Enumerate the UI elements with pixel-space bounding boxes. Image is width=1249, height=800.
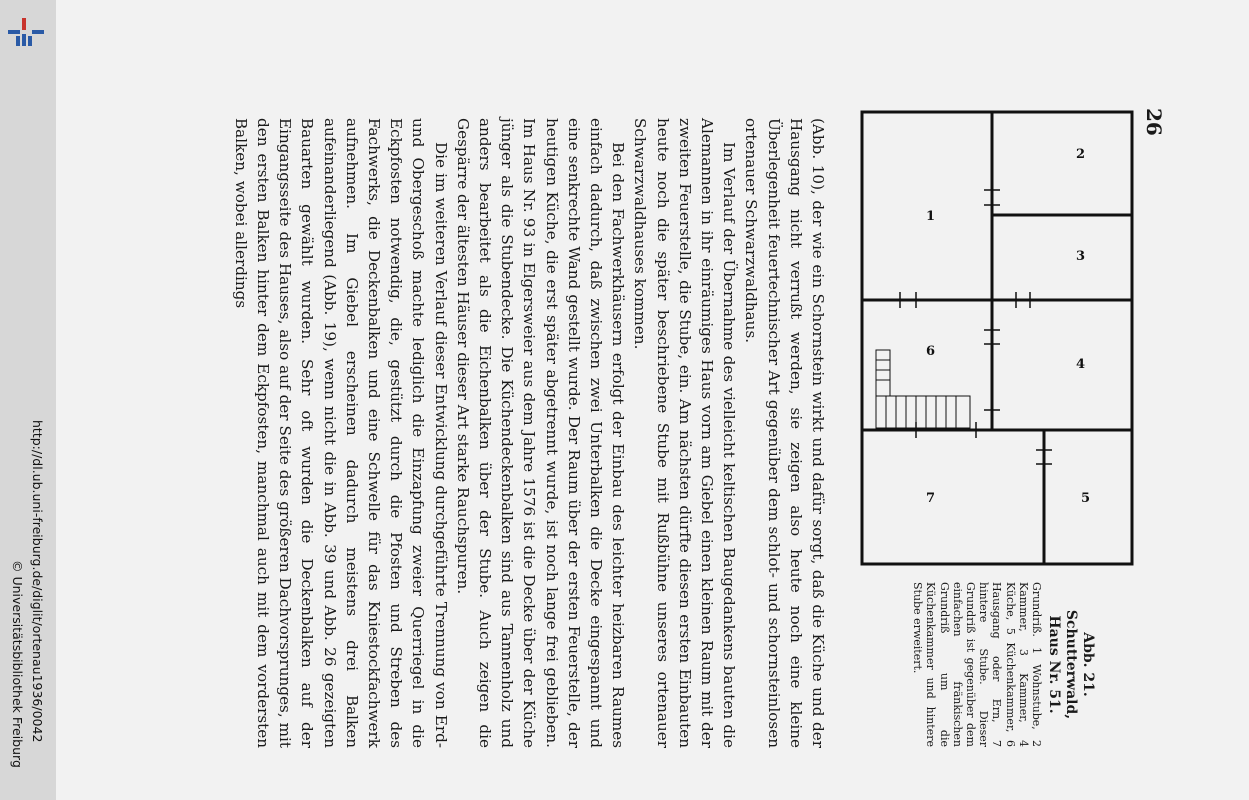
caption-text: Grundriß. 1 Wohnstube, 2 Kammer, 3 Kammer, 4 Küche, 5 Küchenkammer, 6 Hausgang oder Ern, 7 hintere Stube. Dieser Grundriß ist gegenüber dem einfachen fränkischen Grundriß um die Küchenkammer und hintere Stube erweitert. bbox=[911, 582, 1043, 747]
paragraph: Im Verlauf der Übernahme des vielleicht keltischen Baugedankens bauten die Alemannen in ihr einräumiges Haus vorn am Giebel einen kleinen Raum mit der zweiten Feuerstelle, die Stube, ein. Am nächsten dürfte diesen ersten Einbauten heute noch die später beschriebene Stube mit Rußbühne unseres ortenauer Schwarzwaldhauses kommen. bbox=[631, 118, 739, 748]
body-text bbox=[230, 118, 829, 748]
caption-title-line: Abb. 21. bbox=[1080, 632, 1096, 697]
plan-label-room-4: 4 bbox=[1076, 357, 1086, 372]
copyright-notice: © Universitätsbibliothek Freiburg bbox=[10, 560, 25, 768]
page-number: 26 bbox=[1142, 108, 1166, 136]
paragraph: Bei den Fachwerkhäusern erfolgt der Einbau des leichter heizbaren Raumes einfach dadurch, daß zwischen zwei Unterbalken die Decke eingespannt und eine senkrechte Wand gestellt wurde. Der Raum über der ersten Feuerstelle, der heutigen Küche, die erst später abgetrennt wurde, ist noch lange frei geblieben. Im Haus Nr. 93 in Elgersweier aus dem Jahre 1576 ist die Decke über der Küche jünger als die Stubendecke. Die Küchendeckenbalken sind aus Tannenholz und anders bearbeitet als die Eichenbalken über der Stube. Auch zeigen die Gespärre der ältesten Häuser dieser Art starke Rauchspuren. bbox=[453, 118, 628, 748]
university-library-logo bbox=[6, 14, 46, 50]
paragraph: (Abb. 10), der wie ein Schornstein wirkt und dafür sorgt, daß die Küche und der Hausgang nicht verrußt werden, sie zeigen also heute noch eine kleine Überlegenheit feuertechnischer Art gegenüber dem schlot- und schornsteinlosen ortenauer Schwarzwaldhaus. bbox=[742, 118, 827, 748]
sidebar bbox=[0, 0, 56, 800]
plan-label-room-1: 1 bbox=[926, 209, 936, 224]
floor-plan-figure bbox=[856, 110, 1138, 570]
paragraph: Die im weiteren Verlauf dieser Entwicklung durchgeführte Trennung von Erd- und Obergeschoß machte lediglich die Einzapfung zweier Querriegel in die Eckpfosten notwendig, die, gestützt durch die Pfosten und Streben des Fachwerks, die Deckenbalken und eine Schwelle für das Kniestockfachwerk aufnehmen. Im Giebel erscheinen dadurch meistens drei Balken aufeinanderliegend (Abb. 19), wenn nicht die in Abb. 39 und Abb. 26 gezeigten Bauarten gewählt wurden. Sehr oft wurden die Deckenbalken auf der Eingangsseite des Hauses, also auf der Seite des größeren Dachvorsprunges, mit den ersten Balken hinter dem Eckpfosten, manchmal auch mit dem vordersten Balken, wobei allerdings bbox=[231, 118, 450, 748]
figure-caption bbox=[911, 582, 1096, 747]
plan-label-room-3: 3 bbox=[1076, 249, 1086, 264]
document-url[interactable]: http://dl.ub.uni-freiburg.de/diglit/ortenau1936/0042 bbox=[30, 420, 45, 743]
scanned-page bbox=[56, 0, 1249, 800]
caption-title-line: Schutterwald, bbox=[1063, 609, 1079, 720]
plan-label-room-6: 6 bbox=[926, 344, 936, 359]
plan-label-room-5: 5 bbox=[1081, 491, 1091, 506]
caption-title-line: Haus Nr. 51. bbox=[1046, 615, 1062, 714]
plan-label-room-7: 7 bbox=[926, 491, 936, 506]
plan-label-room-2: 2 bbox=[1076, 147, 1086, 162]
